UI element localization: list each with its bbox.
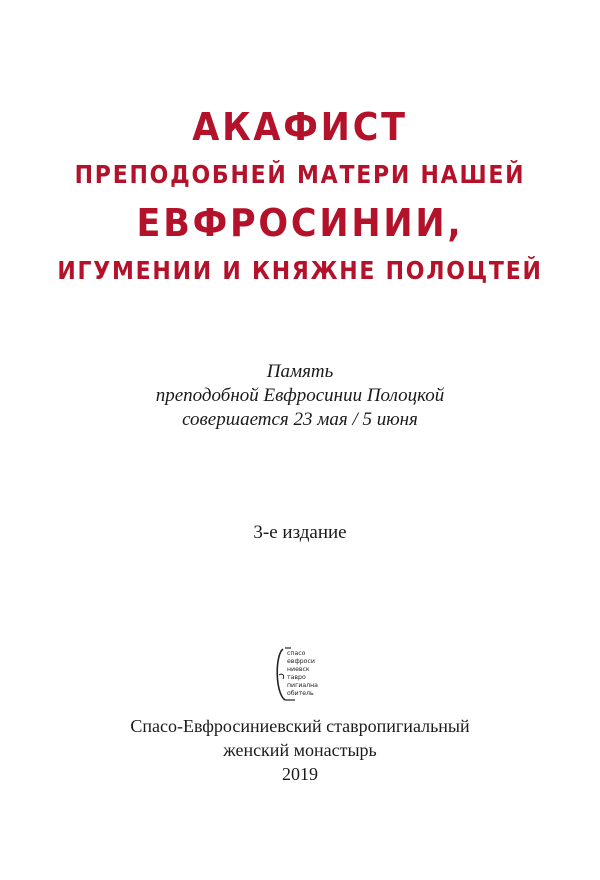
logo-text-line: евфроси [287,658,315,665]
logo-text-line: спасо [287,650,306,657]
publisher-line-1: Спасо-Евфросиниевский ставропигиальный [130,716,470,736]
logo-text-line: обитель [287,690,314,697]
logo-text-line: ниевск [287,666,310,673]
memory-line-2: преподобной Евфросинии Полоцкой [155,385,445,406]
edition-label: 3-е издание [253,522,347,543]
title-line-abbess-princess: ИГУМЕНИИ И КНЯЖНЕ ПОЛОЦТЕЙ [57,256,543,285]
logo-text-line: тавро [287,674,306,681]
memory-line-1: Память [266,361,334,382]
publisher-line-2: женский монастырь [223,740,377,760]
feast-day-note [0,360,600,432]
publication-year: 2019 [282,764,318,784]
title-line-euphrosyne: ЕВФРОСИНИИ, [136,201,464,245]
title-line-venerable-mother: ПРЕПОДОБНЕЙ МАТЕРИ НАШЕЙ [74,160,526,189]
logo-text-line: пигиална [287,682,318,689]
monastery-logo-icon [273,645,327,703]
memory-line-3: совершается 23 мая / 5 июня [182,409,418,430]
publisher-block [0,714,600,786]
title-line-akathist: АКАФИСТ [192,105,408,149]
